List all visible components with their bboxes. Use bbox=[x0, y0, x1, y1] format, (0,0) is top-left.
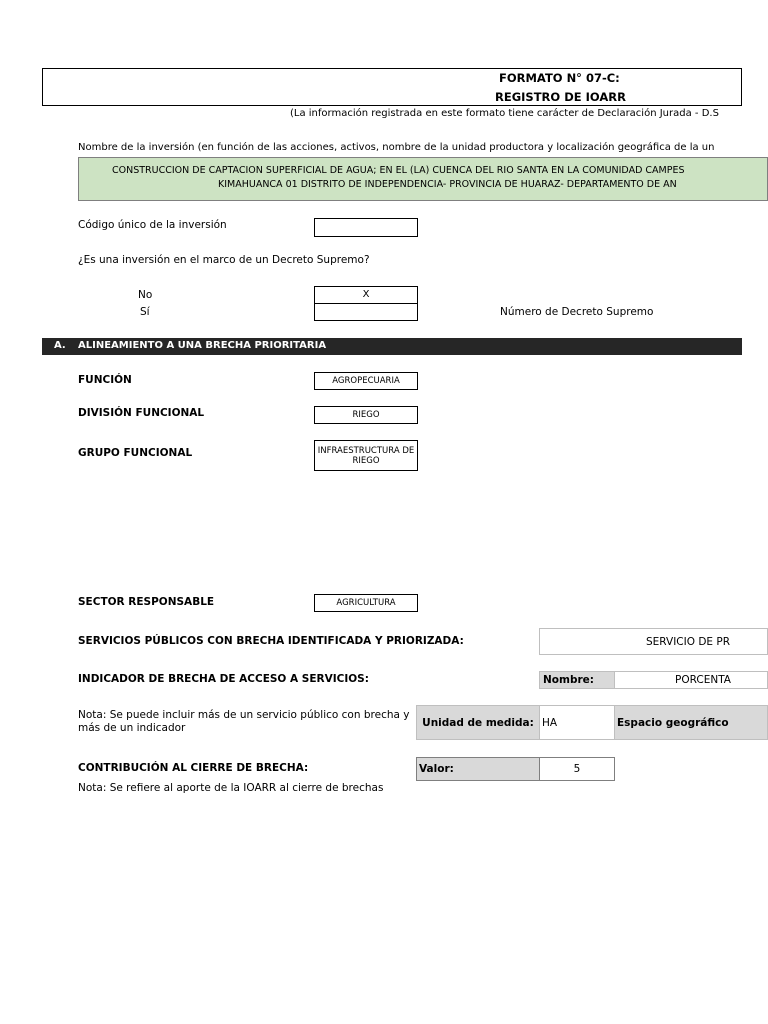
yes-field[interactable] bbox=[314, 303, 418, 321]
nombre-field[interactable] bbox=[614, 671, 768, 689]
espacio-label-cell: Espacio geográfico bbox=[614, 705, 768, 740]
unidad-label-cell: Unidad de medida: bbox=[416, 705, 540, 740]
decree-question: ¿Es una inversión en el marco de un Decreto Supremo? bbox=[78, 254, 370, 266]
code-label: Código único de la inversión bbox=[78, 219, 227, 231]
nota1-line2: más de un indicador bbox=[78, 722, 186, 734]
decree-number-label: Número de Decreto Supremo bbox=[500, 306, 654, 318]
investment-name-line1: CONSTRUCCION DE CAPTACION SUPERFICIAL DE AGUA; EN EL (LA) CUENCA DEL RIO SANTA EN LA COMUNIDAD CAMPES bbox=[112, 165, 685, 176]
grupo-field[interactable] bbox=[314, 440, 418, 471]
unidad-field[interactable]: HA bbox=[539, 705, 615, 740]
sector-label: SECTOR RESPONSABLE bbox=[78, 596, 215, 608]
no-label: No bbox=[138, 289, 153, 301]
format-title: FORMATO N° 07-C: bbox=[499, 71, 620, 85]
nota2: Nota: Se refiere al aporte de la IOARR al cierre de brechas bbox=[78, 782, 384, 794]
grupo-value-line1: INFRAESTRUCTURA DE bbox=[317, 445, 415, 456]
nombre-label-cell: Nombre: bbox=[539, 671, 615, 689]
division-label: DIVISIÓN FUNCIONAL bbox=[78, 407, 205, 419]
registry-title: REGISTRO DE IOARR bbox=[495, 90, 626, 104]
servicios-label: SERVICIOS PÚBLICOS CON BRECHA IDENTIFICADA Y PRIORIZADA: bbox=[78, 635, 464, 647]
investment-name-line2: KIMAHUANCA 01 DISTRITO DE INDEPENDENCIA- PROVINCIA DE HUARAZ- DEPARTAMENTO DE AN bbox=[218, 179, 677, 190]
servicios-value: SERVICIO DE PR bbox=[646, 635, 731, 648]
division-field[interactable]: RIEGO bbox=[314, 406, 418, 424]
valor-label-cell: Valor: bbox=[416, 757, 540, 781]
yes-label: Sí bbox=[140, 306, 150, 318]
no-field[interactable]: X bbox=[314, 286, 418, 304]
investment-name-label: Nombre de la inversión (en función de las acciones, activos, nombre de la unidad productora y localización geográfica de la un bbox=[78, 142, 715, 153]
nombre-value: PORCENTA bbox=[675, 674, 731, 686]
sector-field[interactable]: AGRICULTURA bbox=[314, 594, 418, 612]
section-a-letter: A. bbox=[54, 340, 66, 351]
contribucion-label: CONTRIBUCIÓN AL CIERRE DE BRECHA: bbox=[78, 762, 309, 774]
code-field[interactable] bbox=[314, 218, 418, 237]
declaration-note: (La información registrada en este formato tiene carácter de Declaración Jurada - D.S bbox=[290, 108, 719, 119]
funcion-label: FUNCIÓN bbox=[78, 374, 132, 386]
servicios-field[interactable] bbox=[539, 628, 768, 655]
indicador-label: INDICADOR DE BRECHA DE ACCESO A SERVICIOS: bbox=[78, 673, 369, 685]
valor-field[interactable]: 5 bbox=[539, 757, 615, 781]
funcion-field[interactable]: AGROPECUARIA bbox=[314, 372, 418, 390]
grupo-label: GRUPO FUNCIONAL bbox=[78, 447, 193, 459]
nota1-line1: Nota: Se puede incluir más de un servicio público con brecha y bbox=[78, 709, 410, 721]
grupo-value-line2: RIEGO bbox=[352, 455, 380, 466]
title-box bbox=[42, 68, 742, 106]
section-a-title: ALINEAMIENTO A UNA BRECHA PRIORITARIA bbox=[78, 340, 327, 351]
